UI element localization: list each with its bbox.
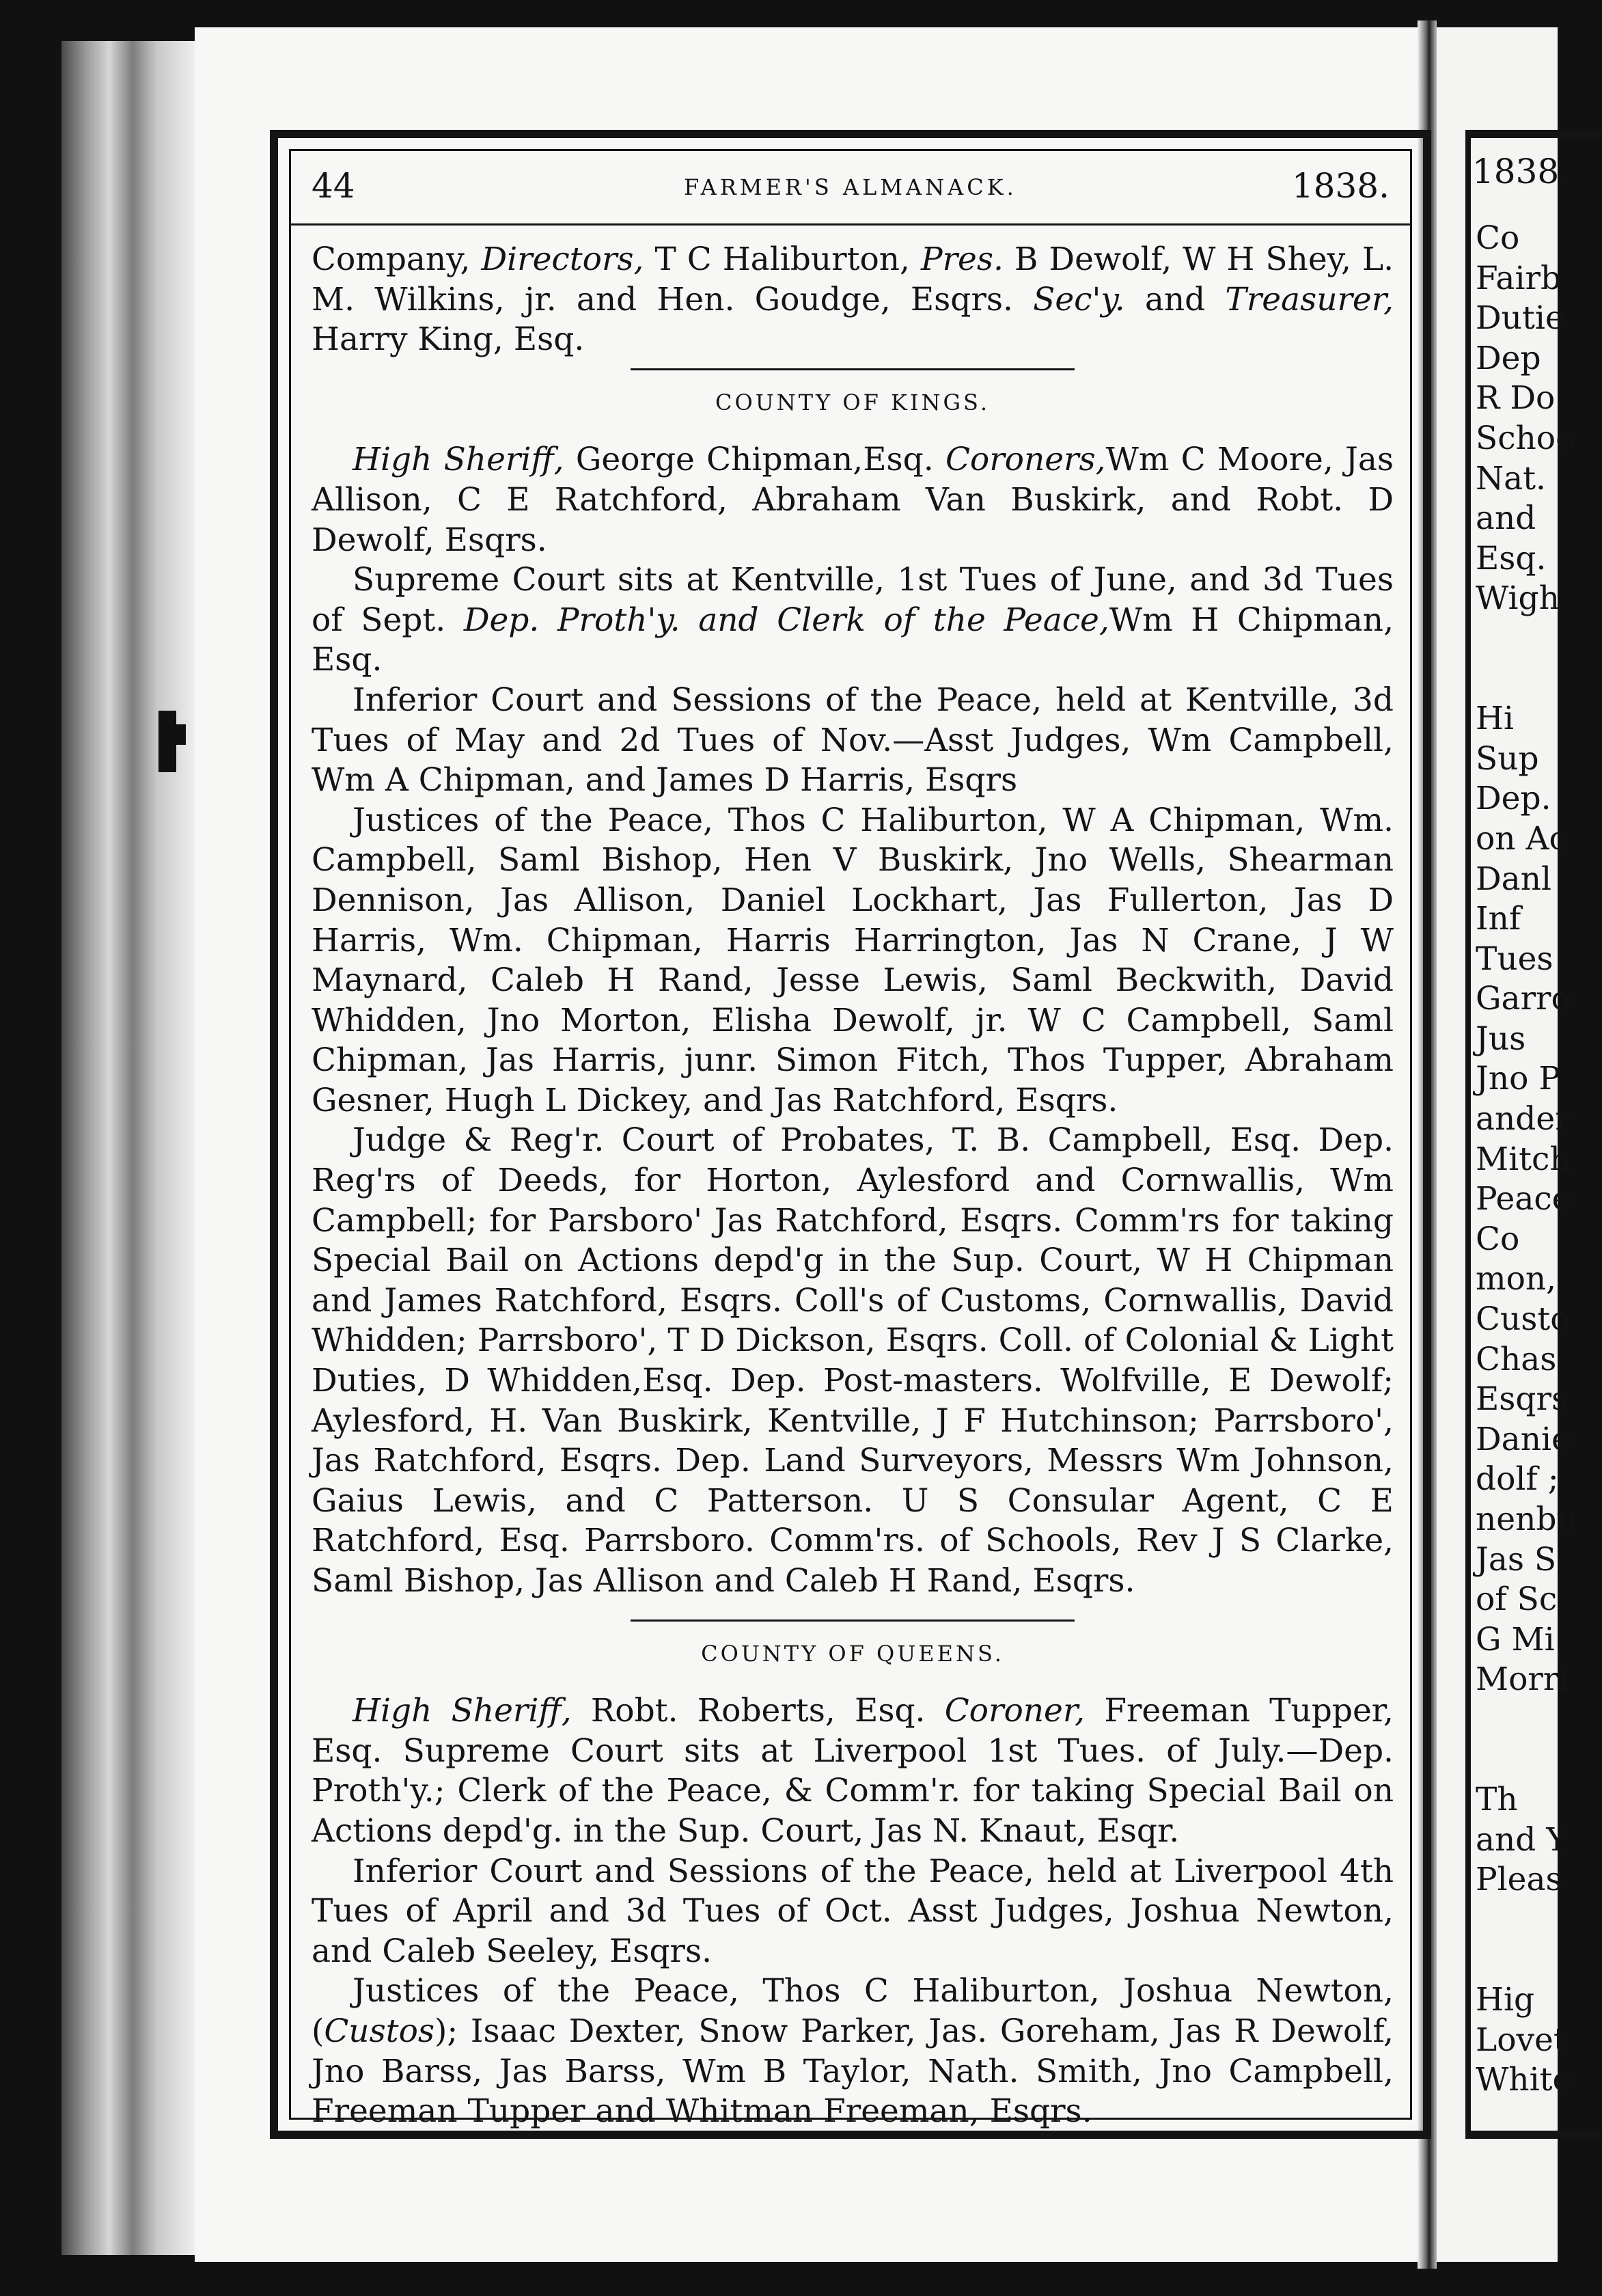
- adjacent-page-line: Dutie: [1476, 299, 1564, 338]
- adjacent-page-line: Co: [1476, 1220, 1520, 1258]
- adjacent-page-line: and: [1476, 500, 1536, 538]
- adjacent-page-line: White: [1476, 2061, 1572, 2099]
- coroner-label: Coroner,: [944, 1692, 1086, 1730]
- adjacent-page-year: 1838.: [1472, 152, 1571, 191]
- adjacent-page-line: Danie: [1476, 1420, 1571, 1458]
- adjacent-page-line: Dep.: [1476, 780, 1551, 818]
- kings-sheriff-paragraph: High Sheriff, George Chipman,Esq. Coroners,Wm C Moore, Jas Allison, C E Ratchford, Abraham Van Buskirk, and Robt. D Dewolf, Esqrs.: [312, 441, 1394, 559]
- adjacent-page-line: Schoo: [1476, 419, 1575, 457]
- directors-label: Directors,: [481, 241, 644, 278]
- sheriff-label: High Sheriff,: [353, 1692, 572, 1730]
- adjacent-page-line: Mitch: [1476, 1140, 1571, 1178]
- pres-label: Pres.: [920, 241, 1004, 278]
- adjacent-page-line: [1476, 1941, 1571, 1981]
- ink-blot: [158, 711, 176, 772]
- adjacent-page-line: Dep: [1476, 339, 1541, 377]
- intro-paragraph: Company, Directors, T C Haliburton, Pres. B Dewolf, W H Shey, L. M. Wilkins, jr. and Hen. Goudge, Esqrs. Sec'y. and Treasurer, Harry King, Esq.: [312, 241, 1394, 359]
- county-heading-queens: COUNTY OF QUEENS.: [701, 1640, 1004, 1667]
- queens-inferior-court-paragraph: Inferior Court and Sessions of the Peace, held at Liverpool 4th Tues of April and 3d Tues of Oct. Asst Judges, Joshua Newton, and Caleb Seeley, Esqrs.: [312, 1852, 1394, 1970]
- adjacent-page-line: nenbu: [1476, 1501, 1577, 1538]
- adjacent-page-line: Danl: [1476, 860, 1552, 898]
- kings-justices-paragraph: Justices of the Peace, Thos C Haliburton, W A Chipman, Wm. Campbell, Saml Bishop, Hen V Buskirk, Jno Wells, Shearman Dennison, Jas Allison, Daniel Lockhart, Jas Fullerton, Jas D Harris, Wm. Chipman, Harris Harrington, Jas N Crane, J W Maynard, Caleb H Rand, Jesse Lewis, Saml Beckwith, David Whidden, Jno Morton, Elisha Dewolf, jr. W C Campbell, Saml Chipman, Jas Harris, junr. Simon Fitch, Thos Tupper, Abraham Gesner, Hugh L Dickey, and Jas Ratchford, Esqrs.: [312, 801, 1394, 1119]
- adjacent-page-line: ander: [1476, 1100, 1571, 1138]
- adjacent-page-line: Esqrs: [1476, 1380, 1569, 1419]
- adjacent-page-line: [1476, 1740, 1571, 1781]
- treasurer-label: Treasurer,: [1225, 280, 1394, 318]
- adjacent-page-line: Fairb: [1476, 259, 1562, 297]
- kings-inferior-court-paragraph: Inferior Court and Sessions of the Peace, held at Kentville, 3d Tues of May and 2d Tues of Nov.—Asst Judges, Wm Campbell, Wm A Chipman, and James D Harris, Esqrs: [312, 681, 1394, 800]
- page-frame-inner: [289, 149, 1412, 2131]
- section-separator: [631, 1620, 1075, 1622]
- custos-label: Custos: [324, 2012, 434, 2050]
- coroners-label: Coroners,: [945, 441, 1106, 479]
- adjacent-page-line: Lovet: [1476, 2021, 1566, 2059]
- kings-supreme-court-paragraph: Supreme Court sits at Kentville, 1st Tues of June, and 3d Tues of Sept. Dep. Proth'y. and Clerk of the Peace,Wm H Chipman, Esq.: [312, 561, 1394, 679]
- book-binding: [61, 41, 198, 2255]
- adjacent-page-line: Nat.: [1476, 459, 1546, 497]
- adjacent-page-line: G Mi: [1476, 1620, 1555, 1658]
- adjacent-page-line: dolf ;: [1476, 1460, 1559, 1499]
- page-frame: [270, 130, 1431, 2139]
- adjacent-page-line: Sup: [1476, 739, 1539, 778]
- adjacent-page-line: [1476, 1700, 1571, 1740]
- adjacent-page-line: Inf: [1476, 900, 1521, 938]
- sheriff-label: High Sheriff,: [353, 441, 564, 479]
- adjacent-page-text: [1476, 219, 1577, 2101]
- section-separator: [631, 368, 1075, 370]
- ink-blot: [176, 724, 186, 745]
- adjacent-page-line: Jno P: [1476, 1060, 1560, 1098]
- header-rule: [291, 223, 1410, 226]
- adjacent-page-line: Hi: [1476, 700, 1515, 738]
- adjacent-page-line: mon,: [1476, 1260, 1557, 1298]
- adjacent-page-line: Pleas: [1476, 1861, 1562, 1899]
- queens-sheriff-paragraph: High Sheriff, Robt. Roberts, Esq. Coroner, Freeman Tupper, Esq. Supreme Court sits at Liverpool 1st Tues. of July.—Dep. Proth'y.; Clerk of the Peace, & Comm'r. for taking Special Bail on Actions depd'g. in the Sup. Court, Jas N. Knaut, Esqr.: [312, 1692, 1394, 1850]
- kings-officials-paragraph: Judge & Reg'r. Court of Probates, T. B. Campbell, Esq. Dep. Reg'rs of Deeds, for Horton, Aylesford and Cornwallis, Wm Campbell; for Parsboro' Jas Ratchford, Esqrs. Comm'rs for taking Special Bail on Actions depd'g in the Sup. Court, W H Chipman and James Ratchford, Esqrs. Coll's of Customs, Cornwallis, David Whidden; Parrsboro', T D Dickson, Esqrs. Coll. of Colonial & Light Duties, D Whidden,Esq. Dep. Post-masters. Wolfville, E Dewolf; Aylesford, H. Van Buskirk, Kentville, J F Hutchinson; Parrsboro', Jas Ratchford, Esqrs. Dep. Land Surveyors, Messrs Wm Johnson, Gaius Lewis, and C Patterson. U S Consular Agent, C E Ratchford, Esq. Parrsboro. Comm'rs. of Schools, Rev J S Clarke, Saml Bishop, Jas Allison and Caleb H Rand, Esqrs.: [312, 1121, 1394, 1600]
- adjacent-page-line: [1476, 619, 1571, 659]
- adjacent-page-line: Jas S: [1476, 1540, 1557, 1578]
- adjacent-page-line: Tues: [1476, 940, 1553, 978]
- running-title: FARMER'S ALMANACK.: [684, 174, 1017, 200]
- adjacent-page-line: Wigh: [1476, 579, 1560, 618]
- adjacent-page-line: Jus: [1476, 1020, 1526, 1058]
- adjacent-page-line: Custo: [1476, 1300, 1570, 1339]
- adjacent-page-line: Esq.: [1476, 539, 1547, 577]
- proth-label: Dep. Proth'y. and Clerk of the Peace,: [463, 601, 1109, 639]
- adjacent-page-line: Chas: [1476, 1340, 1557, 1378]
- page-number: 44: [312, 166, 355, 206]
- queens-justices-paragraph: Justices of the Peace, Thos C Haliburton, Joshua Newton, (Custos); Isaac Dexter, Snow Parker, Jas. Goreham, Jas R Dewolf, Jno Barss, Jas Barss, Wm B Taylor, Nath. Smith, Jno Campbell, Freeman Tupper and Whitman Freeman, Esqrs.: [312, 1972, 1394, 2131]
- adjacent-page-line: of Sc: [1476, 1581, 1558, 1619]
- adjacent-page-line: Morri: [1476, 1660, 1569, 1699]
- adjacent-page-line: Hig: [1476, 1981, 1535, 2019]
- adjacent-page-line: on Ac: [1476, 819, 1567, 858]
- adjacent-page-line: R Do: [1476, 379, 1556, 418]
- page-body: [312, 240, 1394, 2132]
- running-head: [312, 166, 1390, 207]
- secy-label: Sec'y.: [1033, 280, 1125, 318]
- adjacent-page-line: and Y: [1476, 1820, 1568, 1859]
- adjacent-page-line: Co: [1476, 219, 1520, 257]
- county-heading-kings: COUNTY OF KINGS.: [715, 389, 990, 415]
- adjacent-page-line: [1476, 659, 1571, 700]
- adjacent-page-line: Garro: [1476, 980, 1571, 1018]
- adjacent-page-line: Th: [1476, 1781, 1518, 1819]
- page-year: 1838.: [1291, 166, 1390, 206]
- adjacent-page-line: [1476, 1900, 1571, 1941]
- adjacent-page-line: Peace: [1476, 1180, 1571, 1218]
